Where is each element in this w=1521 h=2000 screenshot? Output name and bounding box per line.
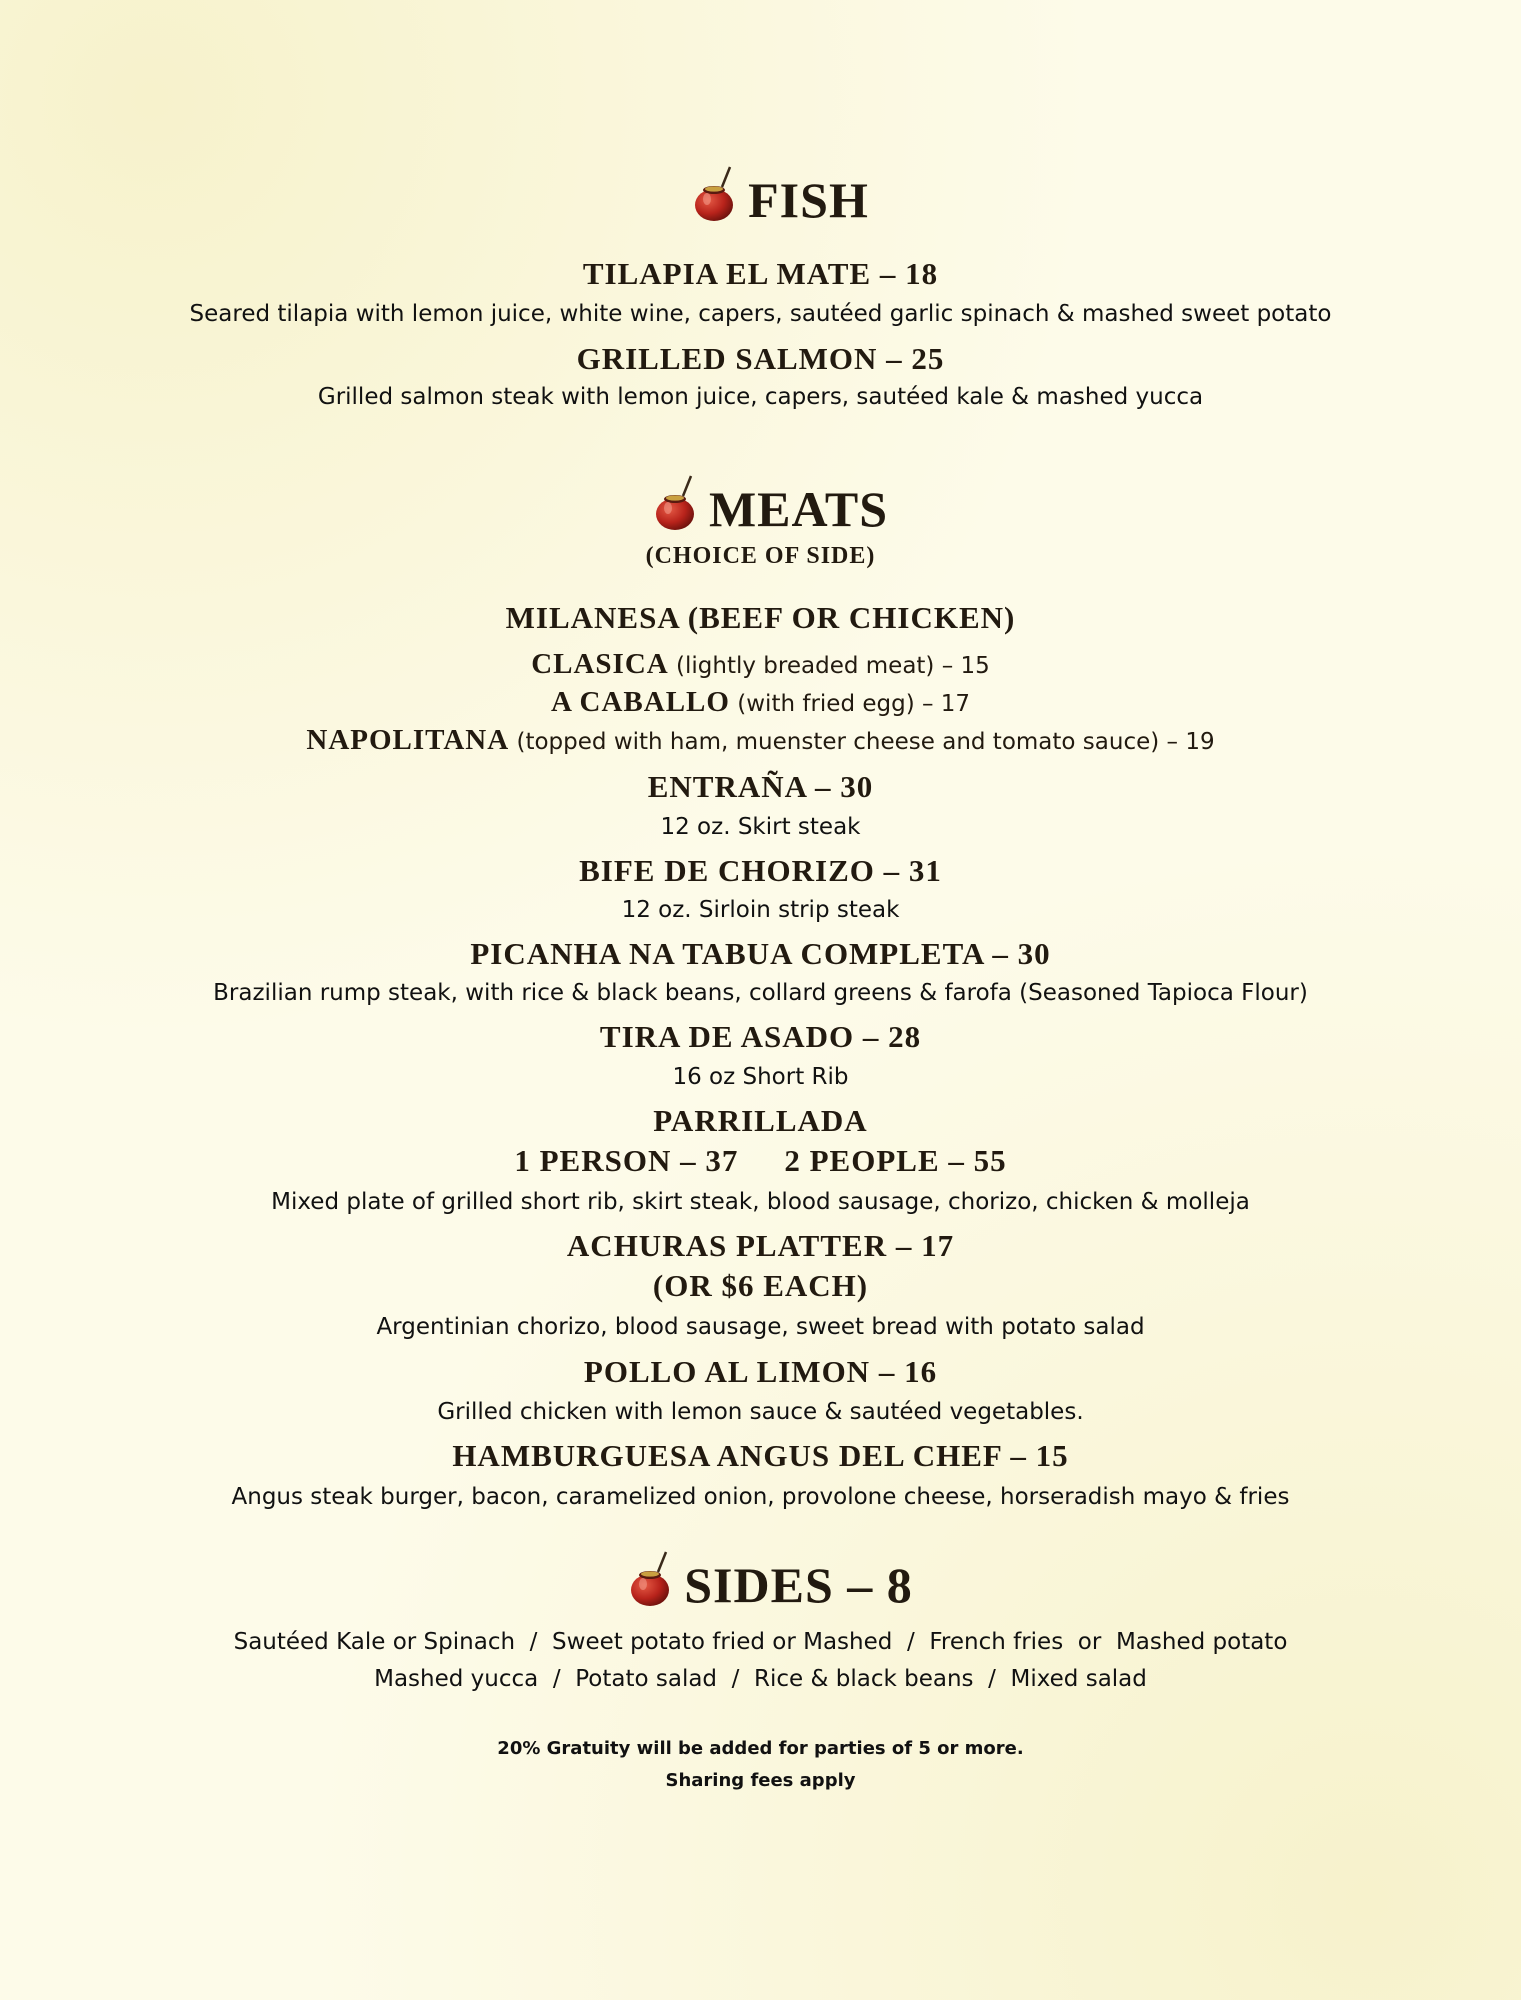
- parrillada-option: 1 PERSON – 37: [514, 1143, 739, 1178]
- menu-item-title: MILANESA (BEEF OR CHICKEN): [505, 600, 1016, 635]
- meats-subtitle: (CHOICE OF SIDE): [645, 543, 876, 569]
- menu-item-description: Seared tilapia with lemon juice, white wine, capers, sautéed garlic spinach & mashed sweet potato: [189, 301, 1332, 327]
- option-detail: (topped with ham, muenster cheese and tomato sauce) – 19: [509, 729, 1215, 755]
- mate-gourd-icon: [653, 474, 703, 532]
- menu-item-title: HAMBURGUESA ANGUS DEL CHEF – 15: [452, 1438, 1069, 1473]
- meats-section-header: [0, 474, 1521, 538]
- menu-item-description: Mixed plate of grilled short rib, skirt steak, blood sausage, chorizo, chicken & molleja: [271, 1189, 1250, 1215]
- menu-item-description: Argentinian chorizo, blood sausage, sweet bread with potato salad: [376, 1314, 1145, 1340]
- menu-item-description: Grilled chicken with lemon sauce & sautéed vegetables.: [437, 1399, 1084, 1425]
- sides-list-line: Mashed yucca / Potato salad / Rice & black beans / Mixed salad: [374, 1666, 1147, 1692]
- option-name: NAPOLITANA: [306, 724, 510, 756]
- gratuity-note: 20% Gratuity will be added for parties of 5 or more.: [497, 1738, 1024, 1759]
- milanesa-option: [0, 648, 1521, 681]
- menu-item-title: TIRA DE ASADO – 28: [599, 1019, 922, 1054]
- option-name: CLASICA: [531, 648, 669, 680]
- menu-item-description: Angus steak burger, bacon, caramelized onion, provolone cheese, horseradish mayo & fries: [231, 1484, 1290, 1510]
- mate-gourd-icon: [692, 165, 742, 223]
- menu-item-title: GRILLED SALMON – 25: [576, 341, 945, 376]
- sharing-fees-note: Sharing fees apply: [665, 1770, 856, 1791]
- menu-item-description: 16 oz Short Rib: [672, 1064, 849, 1090]
- parrillada-option: 2 PEOPLE – 55: [784, 1143, 1007, 1178]
- menu-item-title: ACHURAS PLATTER – 17: [566, 1228, 955, 1263]
- sides-section-header: [0, 1550, 1521, 1614]
- parrillada-options: [0, 1143, 1521, 1179]
- menu-item-title: POLLO AL LIMON – 16: [583, 1354, 938, 1389]
- menu-item-title: PICANHA NA TABUA COMPLETA – 30: [470, 936, 1051, 971]
- section-title-fish: FISH: [748, 172, 869, 228]
- menu-item-description: 12 oz. Sirloin strip steak: [621, 897, 900, 923]
- option-name: A CABALLO: [550, 686, 730, 718]
- section-title-meats: MEATS: [708, 481, 889, 537]
- sides-list-line: Sautéed Kale or Spinach / Sweet potato fried or Mashed / French fries or Mashed potato: [233, 1629, 1288, 1655]
- menu-item-title: ENTRAÑA – 30: [647, 769, 874, 804]
- mate-gourd-icon: [628, 1550, 678, 1608]
- fish-section-header: [0, 165, 1521, 229]
- milanesa-option: [0, 686, 1521, 719]
- menu-item-description: Brazilian rump steak, with rice & black beans, collard greens & farofa (Seasoned Tapioca Flour): [213, 980, 1308, 1006]
- menu-item-title: PARRILLADA: [653, 1103, 868, 1138]
- section-title-sides: SIDES – 8: [684, 1557, 913, 1613]
- option-detail: (lightly breaded meat) – 15: [668, 653, 990, 679]
- milanesa-option: [0, 724, 1521, 757]
- menu-item-description: Grilled salmon steak with lemon juice, capers, sautéed kale & mashed yucca: [317, 384, 1204, 410]
- menu-item-title: TILAPIA EL MATE – 18: [582, 256, 939, 291]
- menu-item-note: (OR $6 EACH): [652, 1268, 869, 1303]
- option-detail: (with fried egg) – 17: [729, 691, 971, 717]
- menu-item-title: BIFE DE CHORIZO – 31: [579, 853, 942, 888]
- menu-item-description: 12 oz. Skirt steak: [660, 814, 861, 840]
